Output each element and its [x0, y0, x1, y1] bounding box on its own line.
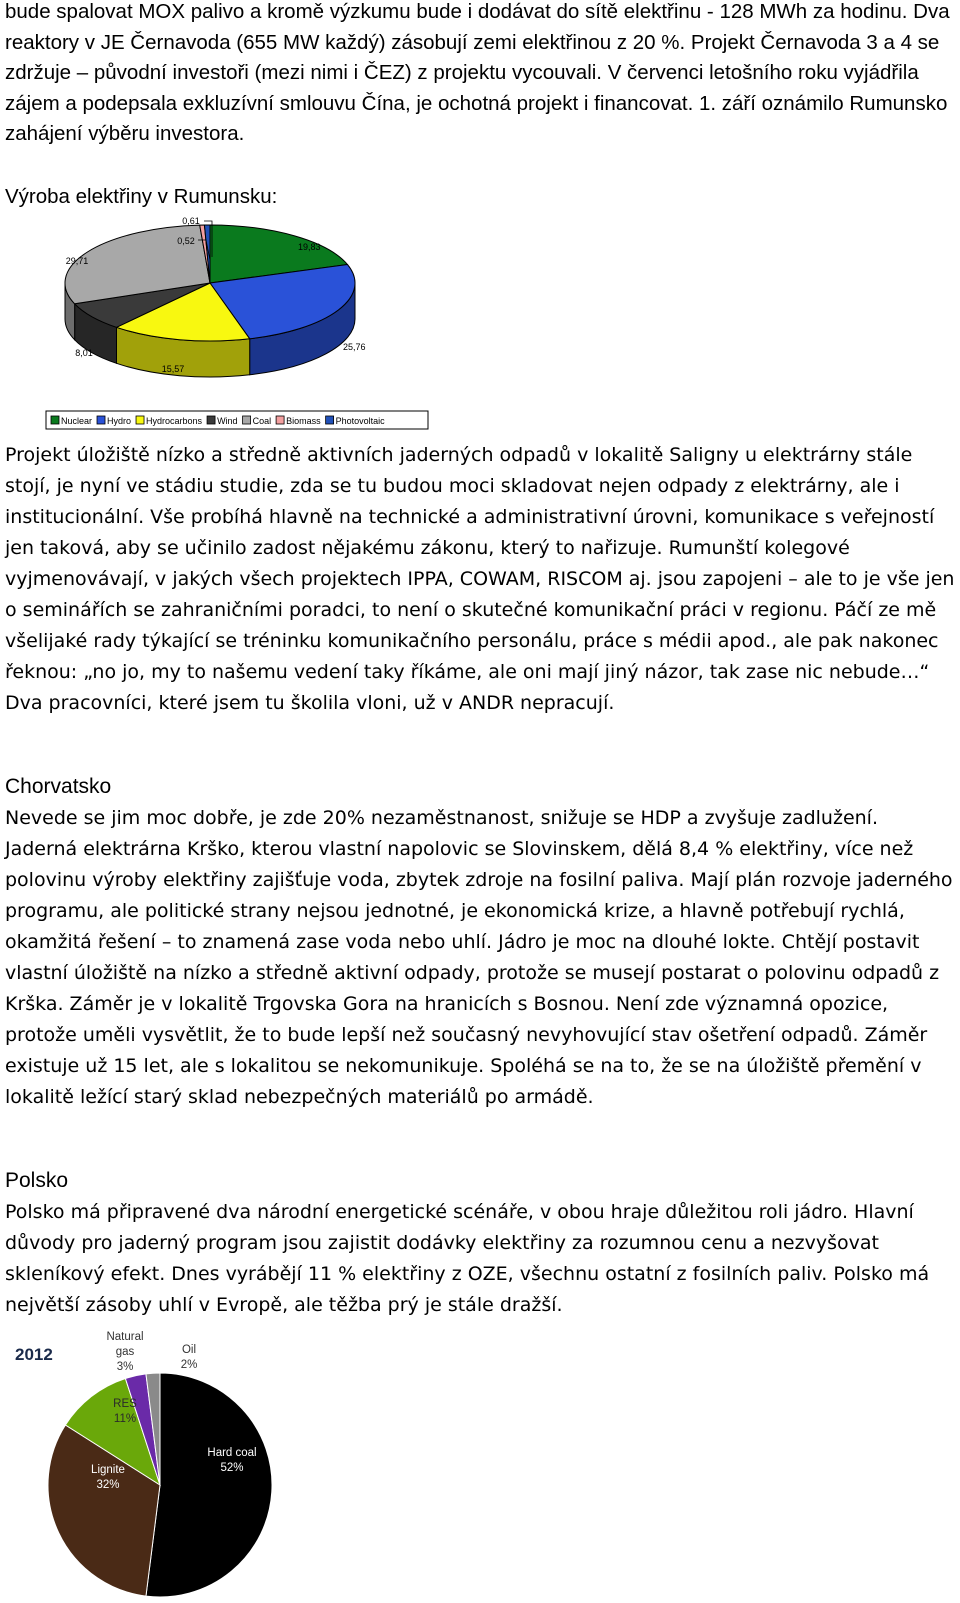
- legend-label-photovoltaic: Photovoltaic: [335, 416, 385, 426]
- legend-swatch-biomass: [276, 416, 284, 424]
- romania-pie-chart: [40, 210, 440, 435]
- legend-swatch-nuclear: [51, 416, 59, 424]
- legend-label-biomass: Biomass: [286, 416, 321, 426]
- legend-label-hydro: Hydro: [107, 416, 132, 426]
- data-label-wind: 8,01: [75, 348, 93, 358]
- legend-swatch-coal: [243, 416, 251, 424]
- data-label-hydro: 25,76: [343, 342, 366, 352]
- slice-label-natural-gas: Natural gas 3%: [106, 1331, 144, 1373]
- slice-label-res: RES 11%: [113, 1398, 137, 1425]
- data-label-nuclear: 19,83: [298, 242, 321, 252]
- chart-title: 2012: [15, 1345, 53, 1364]
- legend-swatch-hydrocarbons: [136, 416, 144, 424]
- romania-paragraph: Projekt úložiště nízko a středně aktivních jaderných odpadů v lokalitě Saligny u elektrárny stále stojí, je nyní ve stádiu studie, zda se tu budou moci skladovat nejen odpady z elektrárny, ale i institucionální. Vše probíhá hlavně na technické a administrativní úrovni, komunikace s veřejností jen taková, aby se učinilo zadost nějakému zákonu, který to nařizuje. Rumunští kolegové vyjmenovávají, v jakých všech projektech IPPA, COWAM, RISCOM aj. jsou zapojeni – ale to je vše jen o seminářích se zahraničními poradci, to není o skutečné komunikační práci v regionu. Páčí ze mě všelijaké rady týkající se tréninku komunikačního personálu, práce s médii apod., ale pak nakonec řeknou: „no jo, my to našemu vedení taky říkáme, ale oni mají jiný názor, tak zase nic nebude…“ Dva pracovníci, které jsem tu školila vloni, už v ANDR nepracují.: [5, 444, 955, 714]
- slice-label-lignite: Lignite 32%: [91, 1464, 125, 1491]
- intro-paragraph: bude spalovat MOX palivo a kromě výzkumu bude i dodávat do sítě elektřinu - 128 MWh za hodinu. Dva reaktory v JE Černavoda (655 MW každý) zásobují zemi elektřinou z 20 %. Projekt Černavoda 3 a 4 se zdržuje – původní investoři (mezi nimi i ČEZ) z projektu vycouvali. V červenci letošního roku vyjádřila zájem a podepsala exkluzívní smlouvu Čína, je ochotná projekt i financovat. 1. září oznámilo Rumunsko zahájení výběru investora.: [5, 0, 950, 145]
- legend-swatch-wind: [207, 416, 215, 424]
- legend-label-coal: Coal: [252, 416, 272, 426]
- data-label-hydrocarbons: 15,57: [161, 364, 185, 374]
- legend-label-hydrocarbons: Hydrocarbons: [146, 416, 203, 426]
- data-label-coal: 29,71: [65, 256, 89, 266]
- croatia-heading: Chorvatsko: [5, 775, 112, 798]
- poland-paragraph: Polsko má připravené dva národní energetické scénáře, v obou hraje důležitou roli jádro. Hlavní důvody pro jaderný program jsou zajistit dodávky elektřiny za rozumnou cenu a nezvyšovat skleníkový efekt. Dnes vyrábějí 11 % elektřiny z OZE, všechnu ostatní z fosilních paliv. Polsko má největší zásoby uhlí v Evropě, ale těžba prý je stále dražší.: [5, 1201, 930, 1316]
- data-label-photovoltaic: 0,61: [182, 216, 200, 226]
- legend-swatch-photovoltaic: [326, 416, 334, 424]
- croatia-paragraph: Nevede se jim moc dobře, je zde 20% nezaměstnanost, snižuje se HDP a zvyšuje zadlužení. Jaderná elektrárna Krško, kterou vlastní napolovic se Slovinskem, dělá 8,4 % elektřiny, více než polovinu výroby elektřiny zajišťuje voda, zbytek zdroje na fosilní paliva. Mají plán rozvoje jaderného programu, ale politické strany nejsou jednotné, je ekonomická krize, a hlavně potřebují rychlá, okamžitá řešení – to znamená zase voda nebo uhlí. Jádro je moc na dlouhé lokte. Chtějí postavit vlastní úložiště na nízko a středně aktivní odpady, protože se musejí postarat o polovinu odpadů z Krška. Záměr je v lokalitě Trgovska Gora na hranicích s Bosnou. Není zde významná opozice, protože uměli vysvětlit, že to bude lepší než současný nevyhovující stav ošetření odpadů. Záměr existuje už 15 let, ale s lokalitou se nekomunikuje. Spoléhá se na to, že se na úložiště přemění v lokalitě ležící starý sklad nebezpečných materiálů po armádě.: [5, 807, 953, 1108]
- slice-label-hard-coal: Hard coal 52%: [207, 1447, 257, 1474]
- legend-swatch-hydro: [97, 416, 105, 424]
- data-label-biomass: 0,52: [177, 236, 195, 246]
- poland-pie-chart: [5, 1325, 295, 1600]
- pie-slice-hard-coal: [146, 1373, 272, 1597]
- slice-label-oil: Oil 2%: [180, 1344, 198, 1371]
- legend-label-nuclear: Nuclear: [61, 416, 93, 426]
- legend-label-wind: Wind: [217, 416, 238, 426]
- poland-heading: Polsko: [5, 1169, 69, 1192]
- pie-slices: [48, 1373, 272, 1597]
- romania-chart-caption: Výroba elektřiny v Rumunsku:: [5, 185, 278, 208]
- chart-legend: [46, 411, 428, 429]
